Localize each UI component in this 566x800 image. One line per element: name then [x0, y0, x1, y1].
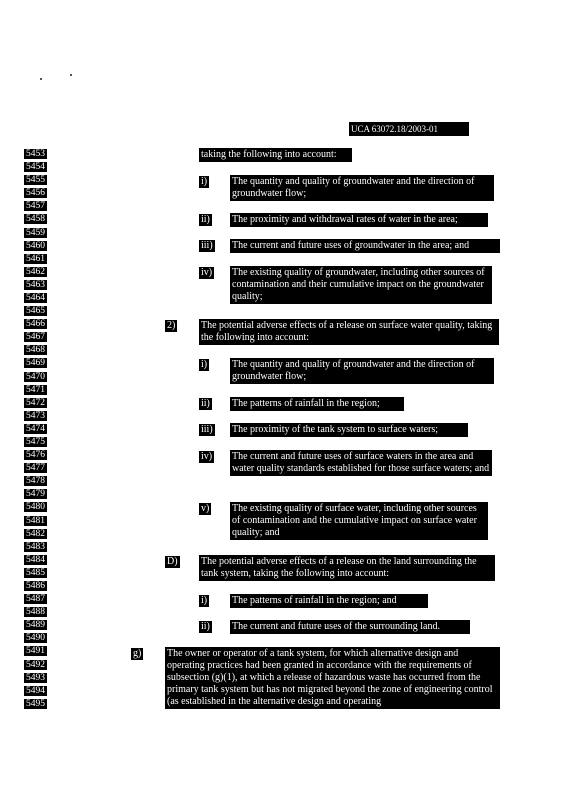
line-number: 5479 — [26, 489, 45, 500]
item-text: The patterns of rainfall in the region; and — [230, 594, 428, 608]
item-text: The quantity and quality of groundwater and the direction of groundwater flow; — [230, 358, 494, 384]
scan-speck — [70, 74, 72, 76]
line-number: 5453 — [26, 149, 45, 159]
line-number: 5476 — [26, 450, 45, 461]
line-number: 5468 — [26, 345, 45, 356]
item-marker: iii) — [201, 240, 213, 251]
line-number: 5474 — [26, 423, 45, 434]
line-number: 5478 — [26, 476, 45, 487]
line-number: 5462 — [26, 266, 45, 277]
line-number: 5470 — [26, 371, 45, 382]
item-marker: ii) — [201, 214, 210, 225]
line-number: 5490 — [26, 633, 45, 644]
line-number: 5472 — [26, 397, 45, 408]
line-number: 5473 — [26, 410, 45, 421]
item-text: The proximity of the tank system to surface waters; — [230, 423, 468, 437]
item-text: The existing quality of surface water, including other sources of contamination and the cumulative impact on surface water quality; and — [230, 502, 488, 540]
line-number: 5466 — [26, 319, 45, 330]
line-number: 5455 — [26, 175, 45, 186]
line-number: 5493 — [26, 672, 45, 683]
item-marker: i) — [201, 359, 208, 370]
line-number: 5467 — [26, 332, 45, 343]
line-number: 5471 — [26, 384, 45, 395]
line-number: 5489 — [26, 620, 45, 631]
document-id: UCA 63072.18/2003-01 — [349, 122, 469, 136]
item-marker: i) — [201, 176, 208, 187]
line-number: 5482 — [26, 528, 45, 539]
line-number: 5495 — [26, 698, 45, 709]
line-number: 5477 — [26, 463, 45, 474]
line-number: 5465 — [26, 306, 45, 317]
item-marker: ii) — [201, 621, 210, 632]
item-marker: ii) — [201, 398, 210, 409]
item-marker: v) — [201, 503, 210, 514]
item-text: The proximity and withdrawal rates of water in the area; — [230, 213, 488, 227]
line-number: 5494 — [26, 685, 45, 696]
line-number: 5457 — [26, 201, 45, 212]
paragraph-continuation: taking the following into account: — [199, 148, 352, 162]
item-text: The patterns of rainfall in the region; — [230, 397, 404, 411]
item-text: The quantity and quality of groundwater and the direction of groundwater flow; — [230, 175, 494, 201]
line-number: 5464 — [26, 292, 45, 303]
item-text: The potential adverse effects of a release on surface water quality, taking the following into account: — [199, 319, 499, 345]
line-number: 5475 — [26, 436, 45, 447]
item-marker: iv) — [201, 451, 213, 462]
line-number: 5485 — [26, 567, 45, 578]
line-number: 5461 — [26, 253, 45, 264]
item-text: The owner or operator of a tank system, for which alternative design and operating practices had been granted in accordance with the requirements of subsection (g)(1), at which a release of hazardous waste has occurred from the primary tank system but has not migrated beyond the zone of engineering control (as established in the alternative design and operating — [165, 647, 500, 709]
scan-speck — [40, 78, 42, 80]
line-number: 5454 — [26, 162, 45, 173]
item-marker: iv) — [201, 267, 213, 278]
item-text: The current and future uses of groundwater in the area; and — [230, 239, 500, 253]
line-number: 5459 — [26, 227, 45, 238]
item-marker: i) — [201, 595, 208, 606]
line-number: 5469 — [26, 358, 45, 369]
line-number: 5480 — [26, 502, 45, 513]
item-marker: D) — [167, 556, 178, 567]
line-number: 5491 — [26, 646, 45, 657]
item-text: The current and future uses of the surrounding land. — [230, 620, 470, 634]
item-marker: 2) — [167, 320, 176, 331]
item-text: The potential adverse effects of a release on the land surrounding the tank system, taking the following into account: — [199, 555, 495, 581]
line-number: 5492 — [26, 659, 45, 670]
line-number: 5487 — [26, 594, 45, 605]
line-number: 5488 — [26, 607, 45, 618]
line-number: 5481 — [26, 515, 45, 526]
line-number: 5458 — [26, 214, 45, 225]
line-number: 5483 — [26, 541, 45, 552]
item-text: The existing quality of groundwater, including other sources of contamination and their cumulative impact on the groundwater quality; — [230, 266, 492, 304]
line-number: 5484 — [26, 554, 45, 565]
item-marker: iii) — [201, 424, 213, 435]
item-text: The current and future uses of surface waters in the area and water quality standards established for those surface waters; and — [230, 450, 492, 476]
line-number: 5463 — [26, 279, 45, 290]
line-number: 5456 — [26, 188, 45, 199]
item-marker: g) — [133, 648, 142, 659]
line-number: 5460 — [26, 240, 45, 251]
line-number: 5486 — [26, 580, 45, 591]
